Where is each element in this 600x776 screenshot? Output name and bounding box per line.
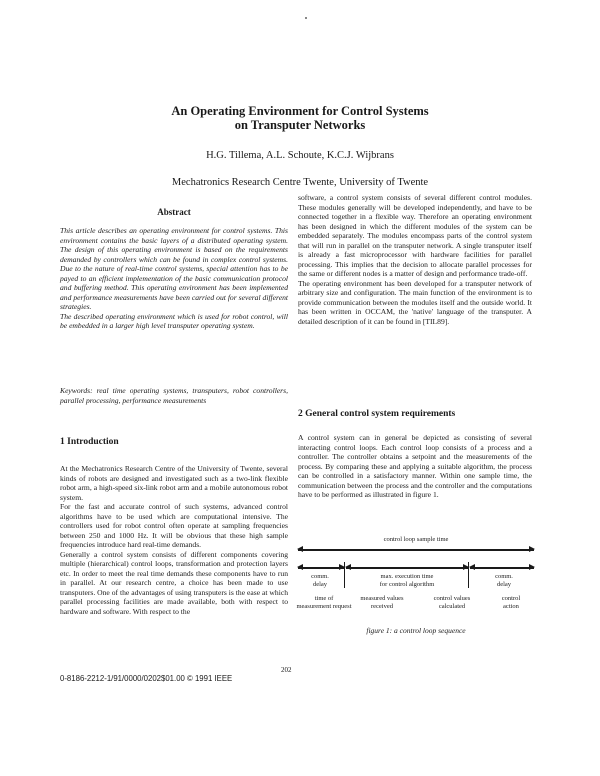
body-paragraph: software, a control system consists of several different control modules. These modules generally will be developed independently, and have to be connected together in a flexible way. Therefore an operating environment has been designed in which the different modules of the system can be embedded separately. The modules encompass parts of the control system that will run in parallel on the transputer network. A single transputer itself is already a fast microprocessor with hardware facilities for parallel processing. This implies that the decision to allocate parallel processes for the same or different nodes is a matter of design and performance trade-off. xyxy=(298,193,532,278)
sample-time-label: control loop sample time xyxy=(383,536,449,543)
abstract-heading: Abstract xyxy=(157,207,191,217)
requirements-body xyxy=(298,433,532,500)
affiliation: Mechatronics Research Centre Twente, University of Twente xyxy=(171,177,429,188)
event-label-calculated: control values calculated xyxy=(433,595,471,610)
authors: H.G. Tillema, A.L. Schoute, K.C.J. Wijbrans xyxy=(206,150,394,161)
scan-speck xyxy=(305,17,307,19)
segment-label-comm-delay: comm. delay xyxy=(311,573,329,588)
right-column-continuation xyxy=(298,193,532,326)
page-number: 202 xyxy=(281,666,292,674)
segment-label-comm-delay-2: comm. delay xyxy=(495,573,513,588)
event-label-action: control action xyxy=(501,595,521,610)
paper-title xyxy=(0,104,600,132)
intro-paragraph: Generally a control system consists of different components covering multiple (hierarchical) control loops, transformation and protection layers etc. In order to meet the real time demands these components have to run in parallel. At our research centre, a choice has been made to use transputers. One of the advantages of using transputers is the ease at which parallel processing facilities are made available, both with respect to hardware and software. With respect to the xyxy=(60,549,288,616)
comm-delay-arrow-2 xyxy=(470,567,534,569)
section-heading-requirements: 2 General control system requirements xyxy=(298,409,456,419)
event-label-received: measured values received xyxy=(360,595,404,610)
introduction-body xyxy=(60,464,288,616)
body-paragraph: The operating environment has been developed for a transputer network of arbitrary size and configuration. The main function of the environment is to provide communication between the modules itself and the outside world. It has been written in OCCAM, the 'native' language of the transputer. A detailed description of it can be found in [TIL89]. xyxy=(298,278,532,326)
copyright-line: 0-8186-2212-1/91/0000/0202$01.00 © 1991 IEEE xyxy=(60,674,233,683)
intro-paragraph: At the Mechatronics Research Centre of the University of Twente, several kinds of robots are designed and investigated such as a two-link flexible robot arm, a high-speed six-link robot arm and a mobile autonomous robot system. xyxy=(60,464,288,502)
figure-caption: figure 1: a control loop sequence xyxy=(366,626,466,635)
keywords: Keywords: real time operating systems, transputers, robot controllers, parallel processing, performance measurements xyxy=(60,386,288,405)
abstract-paragraph: The described operating environment which is used for robot control, will be embedded in a larger high level transputer operating system. xyxy=(60,311,288,330)
intro-paragraph: For the fast and accurate control of such systems, advanced control algorithms have to be used which are computational intensive. The controllers used for robot control often operate at sampling frequencies between 250 and 1000 Hz. It will be obvious that these high sample frequencies introduce hard real-time demands. xyxy=(60,502,288,549)
title-line-1: An Operating Environment for Control Systems xyxy=(171,104,429,118)
execution-time-arrow xyxy=(346,567,468,569)
segment-label-execution: max. execution time for control algorithm xyxy=(379,573,435,588)
abstract-body xyxy=(60,226,288,331)
body-paragraph: A control system can in general be depicted as consisting of several interacting control loops. Each control loop consists of a process and a controller. The controller obtains a setpoint and the measurements of the process. By comparing these and applying a suitable algorithm, the process can be controlled in a satisfactory manner. Within one sample time, the communication between the process and the controller and the computations have to be performed as illustrated in figure 1. xyxy=(298,433,532,499)
figure-control-loop xyxy=(296,536,536,626)
event-marker-measured xyxy=(344,562,345,588)
event-marker-calculated xyxy=(468,562,469,588)
abstract-paragraph: This article describes an operating environment for control systems. This environment contains the basic layers of a distributed operating system. The design of this operating environment is based on the requirements demanded by controllers which can be found in complex control systems. Due to the nature of real-time control systems, special attention has to be payed to an efficient implementation of the basic communication protocol and buffering method. This operating environment has been implemented and performance measurements have been carried out for several different strategies. xyxy=(60,226,288,311)
title-line-2: on Transputer Networks xyxy=(234,118,366,132)
sample-time-arrow xyxy=(298,549,534,551)
section-heading-introduction: 1 Introduction xyxy=(60,437,119,447)
event-label-request: time of measurement request xyxy=(296,595,352,610)
comm-delay-arrow-1 xyxy=(298,567,344,569)
